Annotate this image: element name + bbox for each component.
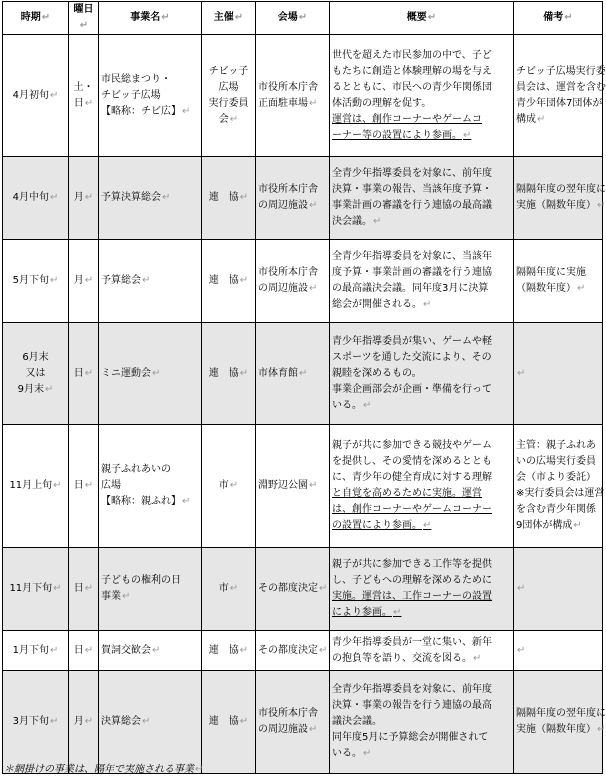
cell-line: 市役所本庁舎 (258, 267, 318, 278)
cell-line: 市体育館↵ (258, 367, 308, 379)
cell-line: ーナー等の設置により参画。↵ (332, 129, 472, 141)
cell-line: 決算総会↵ (101, 716, 151, 727)
return-mark: ↵ (517, 583, 526, 594)
cell-line: 実施。運営は、工作コーナーの設置 (332, 591, 492, 602)
cell-organizer (202, 631, 256, 671)
cell-organizer (202, 425, 256, 548)
cell-line: 予算決算総会↵ (101, 192, 171, 203)
cell-line: 親子ふれあいの (101, 464, 171, 475)
return-mark: ↵ (84, 275, 94, 286)
return-mark: ↵ (537, 113, 546, 125)
return-mark: ↵ (49, 275, 59, 286)
cell-line: 日↵ (73, 583, 94, 594)
cell-organizer (202, 157, 256, 240)
return-mark: ↵ (239, 644, 249, 656)
cell-summary (330, 157, 514, 240)
table-row (3, 671, 603, 774)
return-mark: ↵ (239, 275, 249, 286)
return-mark: ↵ (463, 129, 472, 141)
return-mark: ↵ (423, 299, 432, 310)
cell-line: 賀詞交歓会↵ (101, 644, 161, 656)
return-mark: ↵ (573, 520, 582, 531)
return-mark: ↵ (84, 97, 94, 109)
header-day: 曜日↵ (69, 2, 99, 35)
return-mark: ↵ (162, 192, 171, 203)
return-mark: ↵ (49, 644, 59, 656)
cell-line: 総会が開催される。↵ (332, 299, 432, 310)
cell-notes (514, 240, 603, 323)
return-mark: ↵ (309, 200, 318, 211)
cell-line: 11月下旬↵ (9, 583, 62, 594)
cell-line: 隔隔年度に実施 (516, 267, 586, 278)
cell-line: 市役所本庁舎 (258, 81, 318, 93)
cell-line: 青少年指導委員が集い、ゲームや軽 (332, 335, 492, 347)
return-mark: ↵ (239, 716, 249, 727)
cell-venue (256, 240, 330, 323)
cell-line: 事業計画の審議を行う連協の最高議 (332, 200, 492, 211)
cell-line: 連 協↵ (208, 644, 249, 656)
cell-line: いる。↵ (332, 748, 372, 759)
cell-period (3, 425, 69, 548)
cell-line: を含む青少年関係 (516, 504, 596, 515)
cell-day (69, 35, 99, 157)
cell-line: 全青少年指導委員を対象に、前年度 (332, 168, 492, 179)
cell-line: を提供し、その愛情を深めるととも (332, 456, 492, 467)
cell-summary (330, 425, 514, 548)
cell-organizer (202, 240, 256, 323)
return-mark: ↵ (122, 591, 131, 602)
return-mark: ↵ (309, 283, 318, 294)
cell-event-name (99, 425, 202, 548)
cell-day (69, 631, 99, 671)
cell-line: 全青少年指導委員を対象に、当該年 (332, 251, 492, 262)
cell-line: の抱負等を語り、交流を図る。↵ (332, 652, 482, 664)
cell-line: 親子が共に参加できる工作等を提供 (332, 559, 492, 570)
cell-line: 同年度5月に予算総会が開催されて (332, 732, 489, 743)
cell-line: 月↵ (73, 275, 94, 286)
return-mark: ↵ (309, 480, 318, 491)
cell-organizer (202, 548, 256, 631)
return-mark: ↵ (84, 192, 94, 203)
cell-line: 広場 (101, 480, 121, 491)
return-mark: ↵ (182, 105, 191, 117)
cell-notes (514, 323, 603, 425)
cell-line: 員会は、運営を含む (516, 81, 606, 93)
return-mark: ↵ (373, 216, 382, 227)
cell-day (69, 671, 99, 774)
cell-line: に、青少年の健全育成に対する理解 (332, 472, 492, 483)
cell-summary (330, 240, 514, 323)
cell-line: 世代を超えた市民参加の中で、子ど (332, 49, 492, 61)
return-mark: ↵ (152, 367, 161, 379)
cell-summary (330, 671, 514, 774)
return-mark: ↵ (597, 724, 606, 735)
cell-line: の設置により参画。↵ (332, 520, 432, 531)
cell-line: 4月中旬↵ (12, 192, 59, 203)
cell-summary (330, 631, 514, 671)
cell-period (3, 548, 69, 631)
cell-line: 又は (25, 367, 46, 379)
table-row (3, 157, 603, 240)
table-row (3, 631, 603, 671)
cell-line: 市↵ (218, 480, 239, 491)
cell-day (69, 323, 99, 425)
return-mark: ↵ (84, 583, 94, 594)
cell-line: 1月下旬↵ (12, 644, 59, 656)
cell-line: スポーツを通した交流により、その (332, 351, 492, 363)
cell-line: 運営は、創作コーナーやゲームコ (332, 113, 482, 125)
table-row (3, 35, 603, 157)
cell-notes (514, 671, 606, 774)
cell-notes (514, 631, 603, 671)
cell-line: 決算・事業の報告、当該年度予算・ (332, 184, 492, 195)
cell-venue (256, 323, 330, 425)
cell-venue (256, 631, 330, 671)
table-row (3, 240, 603, 323)
return-mark: ↵ (393, 607, 402, 618)
cell-line: 全青少年指導委員を対象に、前年度 (332, 684, 492, 695)
cell-line: 日↵ (73, 480, 94, 491)
return-mark: ↵ (319, 644, 328, 656)
cell-line: 日↵ (73, 97, 94, 109)
cell-line: 主管：親子ふれあ (516, 440, 596, 451)
cell-line: 事業↵ (101, 591, 131, 602)
cell-line: 市役所本庁舎 (258, 184, 318, 195)
cell-venue (256, 35, 330, 157)
table-row (3, 548, 603, 631)
cell-line: ミニ運動会↵ (101, 367, 161, 379)
cell-line: チビッ子 (208, 65, 249, 77)
return-mark: ↵ (517, 367, 526, 379)
cell-line: 【略称：チビ広】↵ (101, 105, 191, 117)
cell-line: 会↵ (218, 113, 239, 125)
cell-line: 連 協↵ (208, 716, 249, 727)
cell-line: 子どもの権利の日 (101, 575, 181, 586)
cell-line: 市民総まつり・ (101, 73, 171, 85)
cell-period (3, 323, 69, 425)
cell-event-name (99, 157, 202, 240)
cell-event-name (99, 631, 202, 671)
cell-organizer (202, 323, 256, 425)
cell-line: 市↵ (218, 583, 239, 594)
cell-notes (514, 35, 606, 157)
return-mark: ↵ (49, 192, 59, 203)
cell-line: 青少年指導委員が一堂に集い、新年 (332, 636, 492, 648)
header-organizer: 主催↵ (202, 2, 256, 35)
cell-line: 体活動の理解を促す。 (332, 97, 432, 109)
return-mark: ↵ (363, 748, 372, 759)
cell-line: 度予算・事業計画の審議を行う連協 (332, 267, 492, 278)
return-mark: ↵ (299, 367, 308, 379)
return-mark: ↵ (239, 192, 249, 203)
cell-line: チビッ子広場実行委 (516, 65, 606, 77)
cell-notes (514, 425, 603, 548)
cell-day (69, 240, 99, 323)
cell-line: の周辺施設↵ (258, 724, 318, 735)
return-mark: ↵ (182, 496, 191, 507)
cell-line: チビッ子広場 (101, 89, 161, 101)
cell-line: 構成↵ (516, 113, 546, 125)
cell-notes (514, 548, 603, 631)
cell-venue (256, 157, 330, 240)
cell-line: 4月初旬↵ (12, 89, 59, 101)
cell-line: 連 協↵ (208, 192, 249, 203)
cell-line: 市役所本庁舎 (258, 708, 318, 719)
header-venue: 会場↵ (256, 2, 330, 35)
cell-day (69, 157, 99, 240)
cell-line: 5月下旬↵ (12, 275, 59, 286)
cell-line: その都度決定↵ (258, 583, 328, 594)
return-mark: ↵ (423, 520, 432, 531)
cell-line: 決会議。↵ (332, 216, 382, 227)
cell-line: の周辺施設↵ (258, 283, 318, 294)
footnote: ＊網掛けの事業は、隔年で実施される事業↵ (4, 764, 204, 775)
cell-line: 実施（隔数年度）↵ (516, 200, 606, 211)
cell-line: いの広場実行委員 (516, 456, 596, 467)
return-mark: ↵ (49, 89, 59, 101)
cell-line: 隔隔年度の翌年度に (516, 708, 606, 719)
cell-line: もたちに創造と体験理解の場を与え (332, 65, 492, 77)
cell-line: 実施（隔数年度）↵ (516, 724, 606, 735)
return-mark: ↵ (473, 652, 482, 664)
cell-event-name (99, 35, 202, 157)
cell-line: 議決会議。 (332, 716, 382, 727)
cell-line: の周辺施設↵ (258, 200, 318, 211)
cell-line: 3月下旬↵ (12, 716, 59, 727)
cell-line: いる。↵ (332, 399, 372, 411)
return-mark: ↵ (309, 724, 318, 735)
cell-line: 親子が共に参加できる競技やゲーム (332, 440, 492, 451)
table-row (3, 323, 603, 425)
header-summary: 概要↵ (330, 2, 514, 35)
cell-summary (330, 35, 514, 157)
cell-line: 土・ (73, 81, 94, 93)
cell-line: 親睦を深めるもの。 (332, 367, 422, 379)
return-mark: ↵ (84, 367, 94, 379)
return-mark: ↵ (142, 275, 151, 286)
return-mark: ↵ (517, 644, 526, 656)
return-mark: ↵ (229, 113, 239, 125)
table-row (3, 425, 603, 548)
cell-period (3, 631, 69, 671)
return-mark: ↵ (363, 399, 372, 411)
return-mark: ↵ (53, 480, 62, 491)
cell-line: 青少年団体7団体が (516, 97, 603, 109)
header-row (3, 2, 603, 35)
cell-venue (256, 671, 330, 774)
cell-line: 事業企画部会が企画・準備を行って (332, 383, 492, 395)
cell-line: により参画。↵ (332, 607, 402, 618)
event-schedule-table (2, 1, 606, 774)
cell-line: 月↵ (73, 716, 94, 727)
return-mark: ↵ (84, 480, 94, 491)
cell-event-name (99, 548, 202, 631)
cell-summary (330, 323, 514, 425)
cell-line: 会（市より委託） (516, 472, 596, 483)
cell-line: 正面駐車場↵ (258, 97, 318, 109)
header-period: 時期↵ (3, 2, 69, 35)
cell-venue (256, 425, 330, 548)
cell-period (3, 35, 69, 157)
cell-line: 【略称：親ふれ】↵ (101, 496, 191, 507)
cell-organizer (202, 671, 256, 774)
cell-line: の最高議決会議。同年度3月に決算 (332, 283, 489, 294)
cell-line: 日↵ (73, 644, 94, 656)
cell-line: ※実行委員会は運営 (516, 488, 605, 499)
cell-line: 連 協↵ (208, 275, 249, 286)
cell-event-name (99, 240, 202, 323)
cell-line: は、創作コーナーやゲームコーナー (332, 504, 492, 515)
return-mark: ↵ (239, 367, 249, 379)
cell-notes (514, 157, 606, 240)
return-mark: ↵ (142, 716, 151, 727)
header-notes: 備考↵ (514, 2, 603, 35)
return-mark: ↵ (309, 97, 318, 109)
cell-line: と自覚を高めるために実施。運営 (332, 488, 482, 499)
cell-line: 9団体が構成↵ (516, 520, 582, 531)
cell-line: 実行委員 (208, 97, 249, 109)
cell-line: 9月末↵ (17, 383, 54, 395)
cell-line: 日↵ (73, 367, 94, 379)
return-mark: ↵ (597, 200, 606, 211)
return-mark: ↵ (229, 583, 239, 594)
return-mark: ↵ (319, 583, 328, 594)
cell-organizer (202, 35, 256, 157)
cell-line: 淵野辺公園↵ (258, 480, 318, 491)
cell-venue (256, 548, 330, 631)
cell-period (3, 671, 69, 774)
cell-event-name (99, 671, 202, 774)
cell-day (69, 425, 99, 548)
cell-line: 隔隔年度の翌年度に (516, 184, 606, 195)
cell-summary (330, 548, 514, 631)
cell-event-name (99, 323, 202, 425)
return-mark: ↵ (84, 644, 94, 656)
cell-period (3, 240, 69, 323)
cell-line: 予算総会↵ (101, 275, 151, 286)
cell-line: 広場 (218, 81, 239, 93)
return-mark: ↵ (229, 480, 239, 491)
cell-line: るとともに、市民への青少年関係団 (332, 81, 492, 93)
cell-line: 連 協↵ (208, 367, 249, 379)
return-mark: ↵ (53, 583, 62, 594)
cell-line: その都度決定↵ (258, 644, 328, 656)
cell-line: 6月末 (22, 351, 49, 363)
cell-line: 11月上旬↵ (9, 480, 62, 491)
cell-line: し、子どもへの理解を深めるために (332, 575, 492, 586)
cell-line: 月↵ (73, 192, 94, 203)
cell-line: 決算・事業の報告を行う連協の最高 (332, 700, 492, 711)
cell-period (3, 157, 69, 240)
header-event-name: 事業名↵ (99, 2, 202, 35)
return-mark: ↵ (577, 283, 586, 294)
cell-day (69, 548, 99, 631)
return-mark: ↵ (84, 716, 94, 727)
return-mark: ↵ (49, 716, 59, 727)
return-mark: ↵ (152, 644, 161, 656)
return-mark: ↵ (44, 383, 54, 395)
cell-line: （隔数年度）↵ (516, 283, 586, 294)
